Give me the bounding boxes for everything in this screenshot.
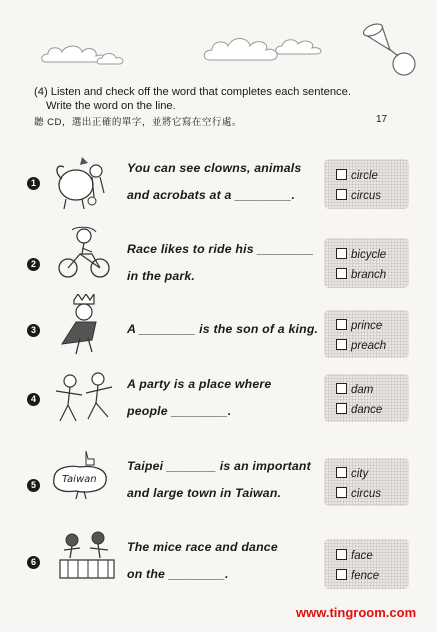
option-label: dance	[351, 404, 383, 416]
option-label: city	[351, 468, 369, 480]
option-label: circus	[351, 488, 382, 500]
checkbox[interactable]	[336, 569, 347, 580]
mice-on-fence-illustration	[58, 526, 116, 580]
sentence-line-1: Taipei _______ is an important	[127, 459, 311, 473]
answer-option[interactable]	[336, 403, 382, 416]
checkbox[interactable]	[336, 403, 347, 414]
option-label: prince	[351, 320, 383, 332]
circus-animals-illustration	[52, 153, 114, 211]
bicycle-rider-illustration	[52, 224, 114, 282]
checkbox[interactable]	[336, 549, 347, 560]
option-label: circle	[351, 170, 378, 182]
dancing-people-illustration	[52, 371, 118, 427]
trumpet-balloon-icon	[360, 22, 420, 82]
website-watermark[interactable]: www.tingroom.com	[296, 605, 417, 620]
cloud-decoration-left	[40, 40, 150, 68]
item-number: 4	[27, 393, 40, 406]
checkbox[interactable]	[336, 339, 347, 350]
sentence-line-2: and large town in Taiwan.	[127, 486, 282, 500]
checkbox[interactable]	[336, 268, 347, 279]
checkbox[interactable]	[336, 189, 347, 200]
answer-option[interactable]	[336, 248, 386, 261]
instruction-line-2: Write the word on the line.	[46, 100, 176, 112]
option-label: preach	[351, 340, 387, 352]
sentence	[127, 236, 314, 290]
sentence-line-2: people ________.	[127, 404, 232, 418]
sentence-line-2: on the ________.	[127, 567, 229, 581]
item-number: 6	[27, 556, 40, 569]
checkbox[interactable]	[336, 248, 347, 259]
sentence	[127, 534, 278, 588]
answer-option[interactable]	[336, 319, 382, 332]
checkbox[interactable]	[336, 169, 347, 180]
answer-option[interactable]	[336, 383, 373, 396]
option-label: circus	[351, 190, 382, 202]
sign-text: Taiwan	[62, 474, 97, 485]
answer-option[interactable]	[336, 268, 386, 281]
instruction-chinese: 聽 CD，選出正確的單字，並將它寫在空行處。	[34, 117, 242, 128]
option-label: face	[351, 550, 373, 562]
answer-options	[324, 159, 409, 209]
checkbox[interactable]	[336, 319, 347, 330]
cloud-decoration-right	[200, 32, 340, 66]
item-number: 1	[27, 177, 40, 190]
item-number: 5	[27, 479, 40, 492]
checkbox[interactable]	[336, 487, 347, 498]
instructions	[34, 85, 351, 113]
taiwan-sign-illustration	[50, 449, 110, 499]
sentence	[127, 371, 271, 425]
item-number: 2	[27, 258, 40, 271]
sentence	[127, 155, 301, 209]
answer-option[interactable]	[336, 189, 381, 202]
answer-options	[324, 310, 409, 358]
checkbox[interactable]	[336, 467, 347, 478]
answer-option[interactable]	[336, 569, 379, 582]
option-label: fence	[351, 570, 380, 582]
sentence	[127, 453, 311, 507]
page-number: 17	[376, 114, 388, 125]
instruction-line-1: (4) Listen and check off the word that completes each sentence.	[34, 86, 351, 98]
answer-option[interactable]	[336, 549, 373, 562]
answer-options	[324, 539, 409, 589]
answer-options	[324, 238, 409, 288]
sentence-line-1: A party is a place where	[127, 377, 272, 391]
item-number: 3	[27, 324, 40, 337]
sentence-line-1: A ________ is the son of a king.	[127, 322, 319, 336]
answer-option[interactable]	[336, 487, 381, 500]
prince-illustration	[52, 294, 114, 356]
answer-option[interactable]	[336, 169, 378, 182]
answer-options	[324, 458, 409, 506]
option-label: dam	[351, 384, 374, 396]
sentence-line-2: and acrobats at a ________.	[127, 188, 296, 202]
answer-option[interactable]	[336, 467, 368, 480]
option-label: branch	[351, 269, 387, 281]
checkbox[interactable]	[336, 383, 347, 394]
sentence-line-1: Race likes to ride his ________	[127, 242, 314, 256]
sentence-line-1: You can see clowns, animals	[127, 161, 302, 175]
option-label: bicycle	[351, 249, 387, 261]
answer-options	[324, 374, 409, 422]
sentence	[127, 316, 318, 343]
sentence-line-1: The mice race and dance	[127, 540, 278, 554]
sentence-line-2: in the park.	[127, 269, 195, 283]
answer-option[interactable]	[336, 339, 386, 352]
